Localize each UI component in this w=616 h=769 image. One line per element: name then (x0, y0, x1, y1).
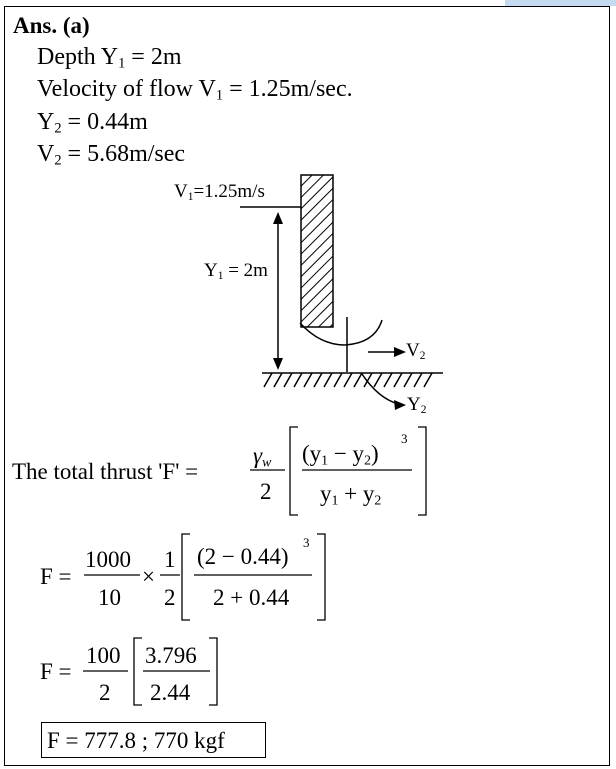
step1-n2: 1 (164, 547, 176, 572)
step2-numerator: 3.796 (145, 643, 197, 668)
step2-left-bracket (134, 638, 142, 705)
formula-denominator: $y_1 + y_2$ (320, 481, 382, 508)
given-depth: Depth $Y_1 = 2m$ (37, 44, 182, 72)
y2-leader-line (362, 374, 398, 404)
step2-lhs: F = (40, 659, 72, 684)
step2-right-bracket (209, 638, 217, 705)
step1-right-bracket (317, 534, 325, 620)
formula-gamma: $\gamma_w$ (253, 443, 272, 470)
diagram-v1-label: $V_1=1.25m/s$ (174, 181, 265, 203)
v2-arrow-head (394, 347, 406, 357)
given-velocity: Velocity of flow $V_1 = 1.25m/\sec$. (37, 76, 353, 104)
step1-d2: 2 (164, 585, 176, 610)
formula-left-bracket (290, 427, 298, 515)
step1-n1: 1000 (85, 547, 131, 572)
step2-d1: 2 (99, 680, 111, 705)
step1-lhs: F = (40, 564, 72, 589)
formula-right-bracket (418, 427, 426, 515)
bed-hatching (264, 373, 432, 387)
sluice-gate (301, 175, 333, 327)
formula-exponent: 3 (401, 431, 408, 446)
diagram-v2-label: $V_2$ (406, 340, 426, 362)
depth-arrow-down (273, 358, 283, 370)
formula-two: 2 (260, 479, 272, 504)
step1-exponent: 3 (303, 535, 310, 550)
result-text: F = 777.8 ; 770 kgf (47, 728, 225, 753)
step2-n1: 100 (86, 643, 121, 668)
depth-arrow-up (273, 212, 283, 224)
given-y2: $Y_2 = 0.44m$ (37, 109, 148, 137)
step1-d1: 10 (98, 585, 121, 610)
step1-times: × (142, 564, 155, 589)
formula-lhs: The total thrust 'F' = (12, 459, 199, 484)
step2-denominator: 2.44 (150, 680, 191, 705)
given-v2: $V_2 = 5.68m/\sec$ (37, 141, 186, 169)
formula-numerator: $(y_1 - y_2)$ (302, 441, 379, 468)
y2-arrow-head (394, 400, 406, 410)
diagram-y2-label: $Y_2$ (407, 394, 427, 416)
answer-heading: Ans. (a) (13, 13, 90, 38)
step1-left-bracket (182, 534, 190, 620)
diagram-y1-label: $Y_1 = 2m$ (204, 260, 268, 282)
step1-denominator: 2 + 0.44 (213, 585, 290, 610)
step1-numerator: (2 − 0.44) (197, 544, 289, 569)
